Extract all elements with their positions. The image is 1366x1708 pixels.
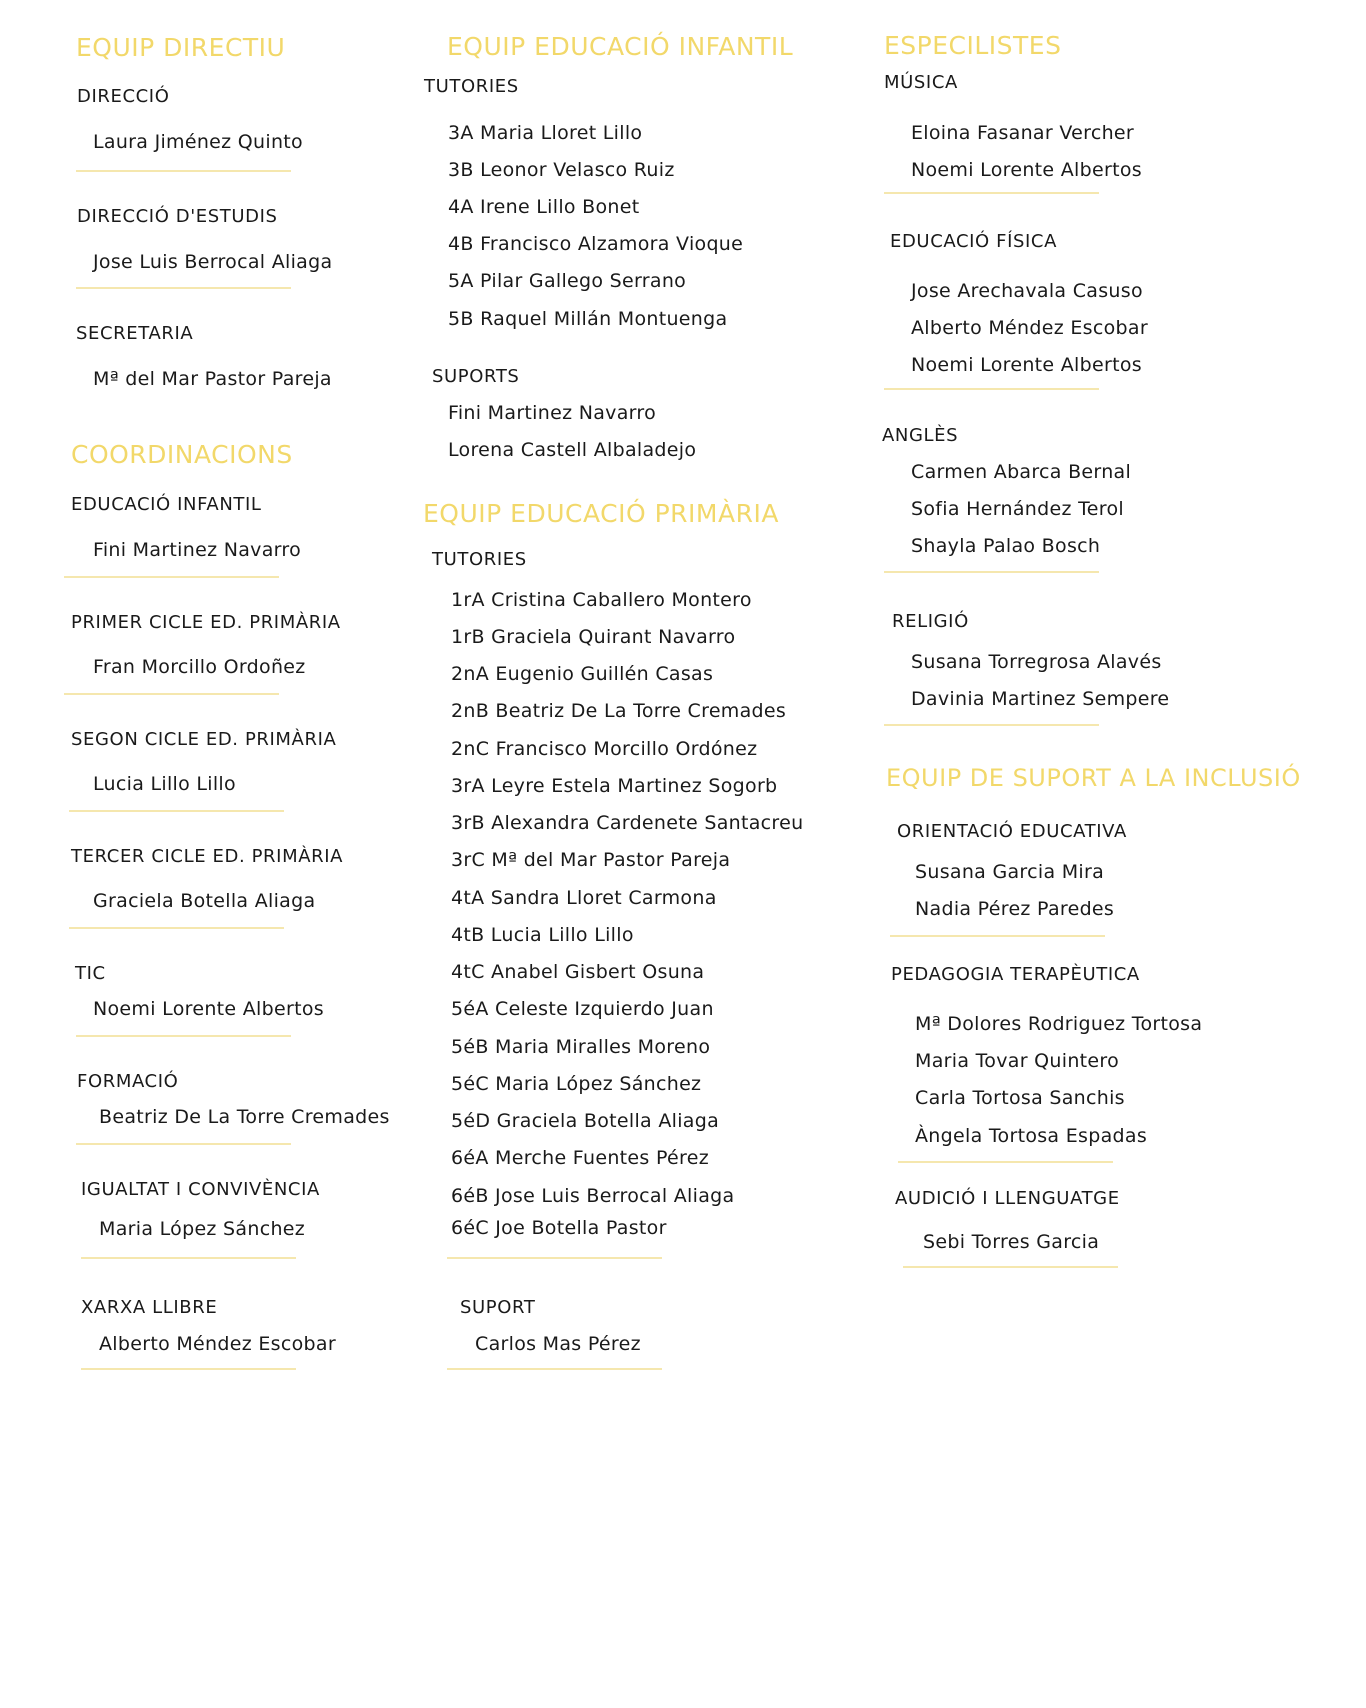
divider <box>76 170 291 172</box>
member-primaria-tutoria: 5éD Graciela Botella Aliaga <box>451 1110 720 1132</box>
member-primaria-tutoria: 1rB Graciela Quirant Navarro <box>451 626 736 648</box>
member-primaria-tutoria: 3rB Alexandra Cardenete Santacreu <box>451 812 804 834</box>
member-pedagogia: Mª Dolores Rodriguez Tortosa <box>915 1013 1203 1035</box>
heading-especialistes: ESPECILISTES <box>884 31 1062 60</box>
member-tercer-cicle: Graciela Botella Aliaga <box>93 890 316 912</box>
member-segon-cicle: Lucia Lillo Lillo <box>93 773 236 795</box>
member-audicio: Sebi Torres Garcia <box>923 1231 1100 1253</box>
divider <box>69 927 284 929</box>
member-xarxa: Alberto Méndez Escobar <box>99 1333 336 1355</box>
member-ed-infantil: Fini Martinez Navarro <box>93 539 302 561</box>
member-pedagogia: Àngela Tortosa Espadas <box>915 1125 1148 1147</box>
divider <box>64 576 279 578</box>
member-primaria-tutoria: 2nC Francisco Morcillo Ordónez <box>451 738 758 760</box>
member-musica: Eloina Fasanar Vercher <box>911 122 1135 144</box>
divider <box>884 724 1099 726</box>
member-religio: Susana Torregrosa Alavés <box>911 651 1162 673</box>
member-primaria-tutoria: 3rC Mª del Mar Pastor Pareja <box>451 849 731 871</box>
heading-equip-inclusio: EQUIP DE SUPORT A LA INCLUSIÓ <box>886 764 1301 792</box>
member-primaria-tutoria: 4tB Lucia Lillo Lillo <box>451 924 634 946</box>
member-primaria-suport: Carlos Mas Pérez <box>475 1333 641 1355</box>
divider <box>884 571 1099 573</box>
member-direccio: Laura Jiménez Quinto <box>93 131 303 153</box>
member-angles: Shayla Palao Bosch <box>911 535 1101 557</box>
label-tercer-cicle: TERCER CICLE ED. PRIMÀRIA <box>71 846 344 867</box>
label-angles: ANGLÈS <box>882 425 959 446</box>
member-primaria-tutoria: 6éC Joe Botella Pastor <box>451 1217 667 1239</box>
divider <box>903 1266 1118 1268</box>
member-primaria-tutoria: 6éA Merche Fuentes Pérez <box>451 1147 709 1169</box>
label-primer-cicle: PRIMER CICLE ED. PRIMÀRIA <box>71 612 341 633</box>
member-musica: Noemi Lorente Albertos <box>911 159 1142 181</box>
label-pedagogia: PEDAGOGIA TERAPÈUTICA <box>891 964 1140 985</box>
divider <box>76 1143 291 1145</box>
label-musica: MÚSICA <box>884 72 958 93</box>
member-primaria-tutoria: 4tA Sandra Lloret Carmona <box>451 887 717 909</box>
label-orientacio: ORIENTACIÓ EDUCATIVA <box>897 821 1127 842</box>
label-ed-fisica: EDUCACIÓ FÍSICA <box>890 231 1058 252</box>
member-angles: Sofia Hernández Terol <box>911 498 1124 520</box>
member-primer-cicle: Fran Morcillo Ordoñez <box>93 656 306 678</box>
label-infantil-suports: SUPORTS <box>432 366 520 387</box>
label-igualtat: IGUALTAT I CONVIVÈNCIA <box>81 1179 320 1200</box>
label-infantil-tutories: TUTORIES <box>424 76 519 97</box>
member-infantil-tutoria: 3A Maria Lloret Lillo <box>448 122 643 144</box>
member-formacio: Beatriz De La Torre Cremades <box>99 1106 390 1128</box>
label-audicio: AUDICIÓ I LLENGUATGE <box>895 1188 1120 1209</box>
member-primaria-tutoria: 2nB Beatriz De La Torre Cremades <box>451 700 787 722</box>
label-religio: RELIGIÓ <box>892 611 969 632</box>
member-pedagogia: Maria Tovar Quintero <box>915 1050 1120 1072</box>
member-orientacio: Susana Garcia Mira <box>915 861 1105 883</box>
member-infantil-suport: Fini Martinez Navarro <box>448 402 657 424</box>
divider <box>76 1035 291 1037</box>
divider <box>447 1257 662 1259</box>
label-secretaria: SECRETARIA <box>76 323 194 344</box>
label-direccio: DIRECCIÓ <box>77 86 170 107</box>
label-xarxa: XARXA LLIBRE <box>81 1297 218 1318</box>
label-ed-infantil: EDUCACIÓ INFANTIL <box>71 494 262 515</box>
label-direccio-estudis: DIRECCIÓ D'ESTUDIS <box>77 206 278 227</box>
member-primaria-tutoria: 2nA Eugenio Guillén Casas <box>451 663 714 685</box>
member-direccio-estudis: Jose Luis Berrocal Aliaga <box>93 251 333 273</box>
label-primaria-suport: SUPORT <box>460 1297 536 1318</box>
divider <box>69 810 284 812</box>
member-angles: Carmen Abarca Bernal <box>911 461 1132 483</box>
member-pedagogia: Carla Tortosa Sanchis <box>915 1087 1125 1109</box>
member-primaria-tutoria: 3rA Leyre Estela Martinez Sogorb <box>451 775 778 797</box>
member-orientacio: Nadia Pérez Paredes <box>915 898 1115 920</box>
divider <box>898 1161 1113 1163</box>
divider <box>76 287 291 289</box>
heading-equip-primaria: EQUIP EDUCACIÓ PRIMÀRIA <box>423 499 779 528</box>
divider <box>884 388 1099 390</box>
divider <box>884 192 1099 194</box>
heading-equip-infantil: EQUIP EDUCACIÓ INFANTIL <box>447 32 794 61</box>
member-infantil-tutoria: 4A Irene Lillo Bonet <box>448 196 640 218</box>
member-infantil-tutoria: 4B Francisco Alzamora Vioque <box>448 233 744 255</box>
member-religio: Davinia Martinez Sempere <box>911 688 1170 710</box>
member-ed-fisica: Alberto Méndez Escobar <box>911 317 1148 339</box>
member-igualtat: Maria López Sánchez <box>99 1218 306 1240</box>
heading-coordinacions: COORDINACIONS <box>71 440 293 469</box>
member-primaria-tutoria: 4tC Anabel Gisbert Osuna <box>451 961 705 983</box>
member-primaria-tutoria: 5éA Celeste Izquierdo Juan <box>451 998 714 1020</box>
member-infantil-tutoria: 3B Leonor Velasco Ruiz <box>448 159 675 181</box>
heading-equip-directiu: EQUIP DIRECTIU <box>76 33 286 62</box>
member-infantil-tutoria: 5A Pilar Gallego Serrano <box>448 270 687 292</box>
divider <box>890 935 1105 937</box>
member-infantil-suport: Lorena Castell Albaladejo <box>448 439 697 461</box>
member-primaria-tutoria: 6éB Jose Luis Berrocal Aliaga <box>451 1185 735 1207</box>
label-tic: TIC <box>75 963 106 984</box>
member-primaria-tutoria: 5éB Maria Miralles Moreno <box>451 1036 711 1058</box>
member-tic: Noemi Lorente Albertos <box>93 998 324 1020</box>
member-secretaria: Mª del Mar Pastor Pareja <box>93 368 332 390</box>
divider <box>64 693 279 695</box>
divider <box>81 1257 296 1259</box>
label-formacio: FORMACIÓ <box>77 1071 179 1092</box>
divider <box>447 1368 662 1370</box>
member-ed-fisica: Jose Arechavala Casuso <box>911 280 1143 302</box>
member-primaria-tutoria: 1rA Cristina Caballero Montero <box>451 589 752 611</box>
label-segon-cicle: SEGON CICLE ED. PRIMÀRIA <box>71 729 337 750</box>
label-primaria-tutories: TUTORIES <box>432 549 527 570</box>
divider <box>81 1368 296 1370</box>
member-infantil-tutoria: 5B Raquel Millán Montuenga <box>448 308 728 330</box>
member-ed-fisica: Noemi Lorente Albertos <box>911 354 1142 376</box>
member-primaria-tutoria: 5éC Maria López Sánchez <box>451 1073 702 1095</box>
